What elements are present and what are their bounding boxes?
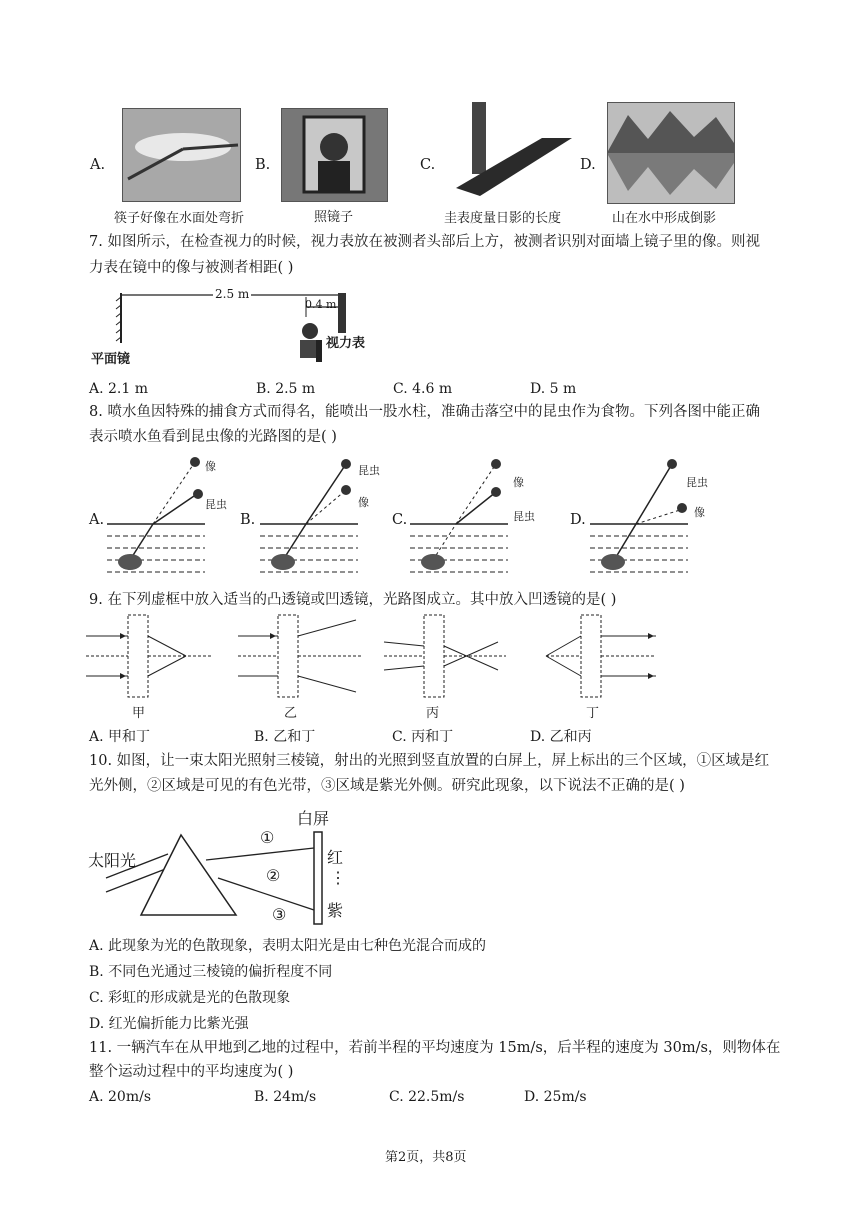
q6-option-c-caption: 圭表度量日影的长度 xyxy=(444,211,562,226)
q6-option-d-letter: D. xyxy=(580,157,596,173)
insect-icon xyxy=(667,459,677,469)
q7-stem-line1: 7. 如图所示，在检查视力的时候，视力表放在被测者头部后上方，被测者识别对面墙上镜子里的像。则视 xyxy=(89,234,760,250)
q7-label-2-5m: 2.5 m xyxy=(215,287,250,301)
insect-icon xyxy=(341,459,351,469)
q11-option-d: D. 25m/s xyxy=(524,1089,587,1105)
q6-option-b-caption: 照镜子 xyxy=(314,210,354,225)
q6-option-a-caption: 筷子好像在水面处弯折 xyxy=(114,211,245,226)
white-screen xyxy=(314,832,322,924)
q6-photo-mirror xyxy=(281,108,388,202)
q9-stem: 9. 在下列虚框中放入适当的凸透镜或凹透镜，光路图成立。其中放入凹透镜的是( ) xyxy=(89,592,617,608)
q10-label-sunlight: 太阳光 xyxy=(88,851,137,870)
q8-fig-a-label-bottom: 昆虫 xyxy=(205,498,227,511)
q9-option-c: C. 丙和丁 xyxy=(392,729,454,745)
prism xyxy=(141,835,236,915)
q11-option-c: C. 22.5m/s xyxy=(389,1089,465,1105)
gnomon-image xyxy=(450,100,575,200)
q8-fig-a xyxy=(105,450,215,580)
q9-label-bing: 丙 xyxy=(426,706,440,721)
q8-fig-b-label-top: 昆虫 xyxy=(358,464,380,477)
q9-label-yi: 乙 xyxy=(284,706,298,721)
chopsticks-image xyxy=(123,109,240,201)
q9-label-ding: 丁 xyxy=(586,706,600,721)
q8-fig-d-label-bottom: 像 xyxy=(694,506,705,519)
q6-option-a-letter: A. xyxy=(90,157,106,173)
q9-label-jia: 甲 xyxy=(132,706,146,721)
fish-icon xyxy=(601,554,625,570)
q10-option-c: C. 彩虹的形成就是光的色散现象 xyxy=(89,990,291,1006)
q7-option-c: C. 4.6 m xyxy=(393,381,453,397)
q8-fig-b-label-bottom: 像 xyxy=(358,496,369,509)
insect-icon xyxy=(491,487,501,497)
q7-option-a: A. 2.1 m xyxy=(89,381,149,397)
q7-option-d: D. 5 m xyxy=(530,381,577,397)
q7-label-eye-chart: 视力表 xyxy=(326,336,366,351)
q7-label-mirror: 平面镜 xyxy=(91,352,131,367)
q8-fig-d-label-top: 昆虫 xyxy=(686,476,708,489)
q10-stem-line2: 光外侧，②区域是可见的有色光带，③区域是紫光外侧。研究此现象，以下说法不正确的是( ) xyxy=(89,778,685,794)
mountain-reflection-image xyxy=(608,103,734,203)
fish-icon xyxy=(421,554,445,570)
q8-fig-a-label-top: 像 xyxy=(205,460,216,473)
q6-option-c-letter: C. xyxy=(420,157,436,173)
q8-fig-d xyxy=(588,450,698,580)
q11-option-a: A. 20m/s xyxy=(89,1089,152,1105)
q10-label-violet: 紫 xyxy=(327,901,344,920)
eye-chart-wall xyxy=(338,293,346,333)
q10-option-d: D. 红光偏折能力比紫光强 xyxy=(89,1016,249,1032)
q6-option-b-letter: B. xyxy=(255,157,271,173)
fish-icon xyxy=(271,554,295,570)
q10-label-region-3: ③ xyxy=(272,905,287,924)
q8-stem-line2: 表示喷水鱼看到昆虫像的光路图的是( ) xyxy=(89,429,337,445)
q6-photo-reflection xyxy=(607,102,735,204)
q11-option-b: B. 24m/s xyxy=(254,1089,317,1105)
q10-label-region-2: ② xyxy=(266,866,281,885)
q10-label-screen: 白屏 xyxy=(297,809,330,828)
insect-image-icon xyxy=(491,459,501,469)
q10-label-region-1: ① xyxy=(260,828,275,847)
q8-fig-c-label-top: 像 xyxy=(513,476,524,489)
q6-photo-chopsticks xyxy=(122,108,241,202)
q10-label-dots: ⋮ xyxy=(330,868,346,887)
fish-icon xyxy=(118,554,142,570)
q8-fig-b xyxy=(258,450,368,580)
q8-fig-d-letter: D. xyxy=(570,512,586,528)
insect-icon xyxy=(193,489,203,499)
insect-image-icon xyxy=(190,457,200,467)
insect-image-icon xyxy=(341,485,351,495)
q6-option-d-caption: 山在水中形成倒影 xyxy=(612,211,717,226)
mirror-image xyxy=(282,109,387,201)
person-icon xyxy=(302,323,318,339)
page-footer: 第2页，共8页 xyxy=(385,1150,467,1165)
q7-label-0-4m: 0.4 m xyxy=(305,298,337,311)
q9-option-a: A. 甲和丁 xyxy=(89,729,151,745)
q10-option-b: B. 不同色光通过三棱镜的偏折程度不同 xyxy=(89,964,333,980)
q8-fig-a-letter: A. xyxy=(89,512,105,528)
q8-stem-line1: 8. 喷水鱼因特殊的捕食方式而得名，能喷出一股水柱，准确击落空中的昆虫作为食物。下列各图中能正确 xyxy=(89,404,760,420)
q11-stem-line2: 整个运动过程中的平均速度为( ) xyxy=(89,1064,294,1080)
q8-fig-c-label-bottom: 昆虫 xyxy=(513,510,535,523)
q9-option-d: D. 乙和丙 xyxy=(530,729,592,745)
q11-stem-line1: 11. 一辆汽车在从甲地到乙地的过程中，若前半程的平均速度为 15m/s，后半程的速度为 30m/s，则物体在 xyxy=(89,1040,781,1056)
q7-stem-line2: 力表在镜中的像与被测者相距( ) xyxy=(89,260,294,276)
q10-label-red: 红 xyxy=(327,848,344,867)
insect-image-icon xyxy=(677,503,687,513)
q7-option-b: B. 2.5 m xyxy=(256,381,316,397)
q10-stem-line1: 10. 如图，让一束太阳光照射三棱镜，射出的光照到竖直放置的白屏上，屏上标出的三个区域，①区域是红 xyxy=(89,753,770,769)
q8-fig-c xyxy=(408,450,518,580)
q10-option-a: A. 此现象为光的色散现象，表明太阳光是由七种色光混合而成的 xyxy=(89,938,487,954)
q9-option-b: B. 乙和丁 xyxy=(254,729,316,745)
q9-diagram xyxy=(86,610,686,705)
q8-fig-b-letter: B. xyxy=(240,512,256,528)
q8-fig-c-letter: C. xyxy=(392,512,408,528)
